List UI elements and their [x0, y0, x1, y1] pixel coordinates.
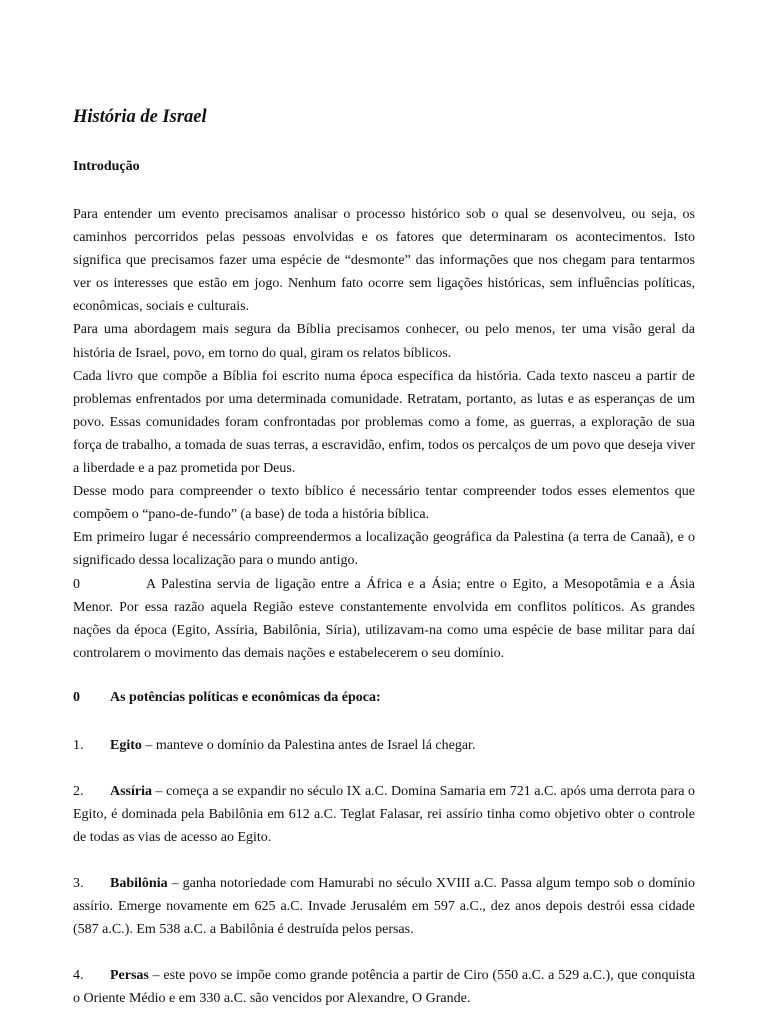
- list-term: Assíria: [110, 784, 152, 799]
- paragraph-1: Para entender um evento precisamos analisar o processo histórico sob o qual se desenvolveu, ou seja, os caminhos percorridos pelas pessoas envolvidas e os fatores que determinaram os acontecimentos. Isto significa que precisamos fazer uma espécie de “desmonte” das informações que nos chegam para tentarmos ver os interesses que estão em jogo. Nenhum fato ocorre sem ligações históricas, sem influências políticas, econômicas, sociais e culturais.: [73, 207, 695, 315]
- sub-heading-potencias: [73, 688, 381, 708]
- list-text: – manteve o domínio da Palestina antes de Israel lá chegar.: [141, 738, 476, 753]
- list-text: – ganha notoriedade com Hamurabi no século XVIII a.C. Passa algum tempo sob o domínio assírio. Emerge novamente em 625 a.C. Invade Jerusalém em 597 a.C., dez anos depois destrói essa cidade (587 a.C.). Em 538 a.C. a Babilônia é destruída pelos persas.: [73, 876, 695, 938]
- paragraph-3: Cada livro que compõe a Bíblia foi escrito numa época específica da história. Cada texto nasceu a partir de problemas enfrentados por uma determinada comunidade. Retratam, portanto, as lutas e as esperanças de um povo. Essas comunidades foram confrontadas por problemas como a fome, as guerras, a exploração de sua força de trabalho, a tomada de suas terras, a escravidão, enfim, todos os percalços de um povo que deseja viver a liberdade e a paz prometida por Deus.: [73, 368, 695, 477]
- list-term: Egito: [110, 738, 142, 753]
- list-number: 4.: [73, 968, 84, 983]
- list-term: Persas: [110, 968, 149, 983]
- sub-heading-marker: 0: [73, 690, 80, 705]
- list-item-egito: [73, 734, 695, 757]
- list-text: – começa a se expandir no século IX a.C. Domina Samaria em 721 a.C. após uma derrota para o Egito, é dominada pela Babilônia em 612 a.C. Teglat Falasar, rei assírio tinha como objetivo obter o controle de todas as vias de acesso ao Egito.: [73, 784, 695, 846]
- section-heading-introducao: Introdução: [73, 159, 140, 174]
- list-item-assiria: [73, 780, 695, 849]
- list-text: – este povo se impõe como grande potência a partir de Ciro (550 a.C. a 529 a.C.), que conquista o Oriente Médio e em 330 a.C. são vencidos por Alexandre, O Grande.: [73, 968, 695, 1007]
- list-number: 1.: [73, 738, 84, 753]
- list-term: Babilônia: [110, 876, 168, 891]
- paragraph-4: Desse modo para compreender o texto bíblico é necessário tentar compreender todos esses elementos que compõem o “pano-de-fundo” (a base) de toda a história bíblica.: [73, 484, 695, 523]
- list-item-persas: [73, 964, 695, 1010]
- bullet-paragraph: [73, 573, 695, 665]
- bullet-paragraph-text: A Palestina servia de ligação entre a África e a Ásia; entre o Egito, a Mesopotâmia e a Ásia Menor. Por essa razão aquela Região esteve constantemente envolvida em conflitos políticos. As grandes nações da época (Egito, Assíria, Babilônia, Síria), utilizavam-na como uma espécie de base militar para daí controlarem o movimento das demais nações e estabelecerem o seu domínio.: [73, 576, 695, 661]
- sub-heading-text: As potências políticas e econômicas da época:: [110, 690, 381, 705]
- introduction-body: [73, 203, 695, 665]
- list-number: 2.: [73, 784, 84, 799]
- document-title: História de Israel: [73, 107, 207, 127]
- bullet-marker: 0: [73, 576, 80, 592]
- list-number: 3.: [73, 876, 84, 891]
- paragraph-5: Em primeiro lugar é necessário compreendermos a localização geográfica da Palestina (a terra de Canaã), e o significado dessa localização para o mundo antigo.: [73, 530, 695, 569]
- list-item-babilonia: [73, 872, 695, 941]
- paragraph-2: Para uma abordagem mais segura da Bíblia precisamos conhecer, ou pelo menos, ter uma visão geral da história de Israel, povo, em torno do qual, giram os relatos bíblicos.: [73, 322, 695, 361]
